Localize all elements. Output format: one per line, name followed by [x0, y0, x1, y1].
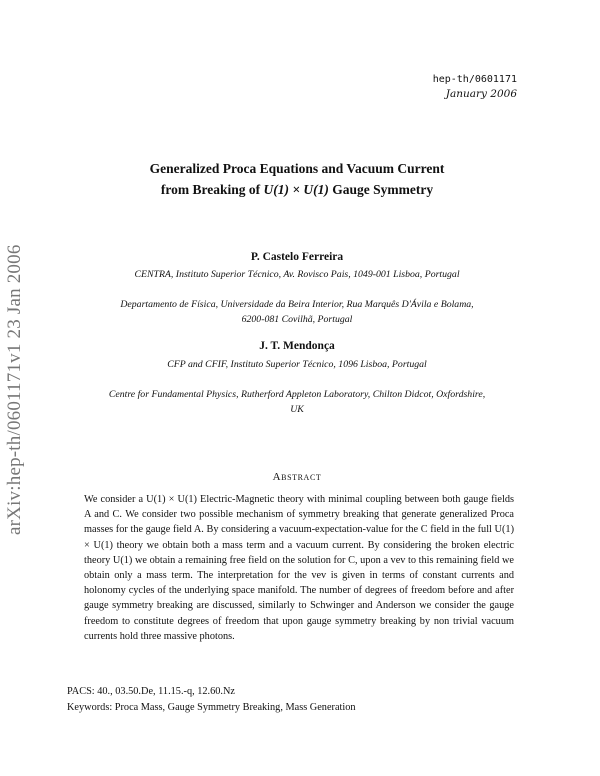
report-header — [433, 72, 517, 102]
affiliation: CFP and CFIF, Instituto Superior Técnico, 1096 Lisboa, Portugal — [167, 359, 427, 370]
abstract-heading: Abstract — [272, 471, 322, 483]
affiliation: 6200-081 Covilhã, Portugal — [241, 314, 353, 325]
arxiv-stamp: arXiv:hep-th/0601171v1 23 Jan 2006 — [4, 244, 25, 536]
title-line-1: Generalized Proca Equations and Vacuum Current — [149, 161, 445, 176]
title-suffix: Gauge Symmetry — [328, 182, 434, 197]
title-math: U(1) × U(1) — [263, 182, 329, 197]
author-name: J. T. Mendonça — [259, 340, 335, 352]
affiliation: Departamento de Física, Universidade da Beira Interior, Rua Marquês D'Ávila e Bolama, — [120, 299, 474, 310]
report-number[interactable]: hep-th/0601171 — [432, 74, 517, 85]
pacs-line: PACS: 40., 03.50.De, 11.15.-q, 12.60.Nz — [67, 686, 235, 697]
abstract-text: We consider a U(1) × U(1) Electric-Magnetic theory with minimal coupling between both gauge fields A and C. We consider two possible mechanism of symmetry breaking that generate generalized Proca masses for the gauge field A. By considering a vacuum-expectation-value for the C field in the full U(1) × U(1) theory we obtain both a mass term and a vacuum current. By considering the broken electric theory U(1) we obtain a remaining free field on the solution for C, upon a vev to this remaining field we obtain only a mass term. The interpretation for the vev is given in terms of constant currents and holonomy cycles of the underlying space manifold. The number of degrees of freedom before and after gauge symmetry breaking are discussed, similarly to Schwinger and Anderson we consider the gauge freedom to constitute degrees of freedom that upon gauge symmetry breaking by non trivial vacuum currents hold three massive photons. — [84, 494, 514, 642]
affiliation: UK — [290, 404, 304, 415]
title-prefix: from Breaking of — [160, 182, 264, 197]
author-name: P. Castelo Ferreira — [250, 251, 344, 263]
affiliation: Centre for Fundamental Physics, Rutherford Appleton Laboratory, Chilton Didcot, Oxfordshire, — [108, 389, 486, 400]
title-line-2 — [70, 179, 524, 200]
affiliation: CENTRA, Instituto Superior Técnico, Av. Rovisco Pais, 1049-001 Lisboa, Portugal — [134, 269, 460, 280]
report-date: January 2006 — [445, 88, 517, 100]
paper-title — [70, 158, 524, 200]
keywords-line: Keywords: Proca Mass, Gauge Symmetry Breaking, Mass Generation — [67, 702, 356, 713]
